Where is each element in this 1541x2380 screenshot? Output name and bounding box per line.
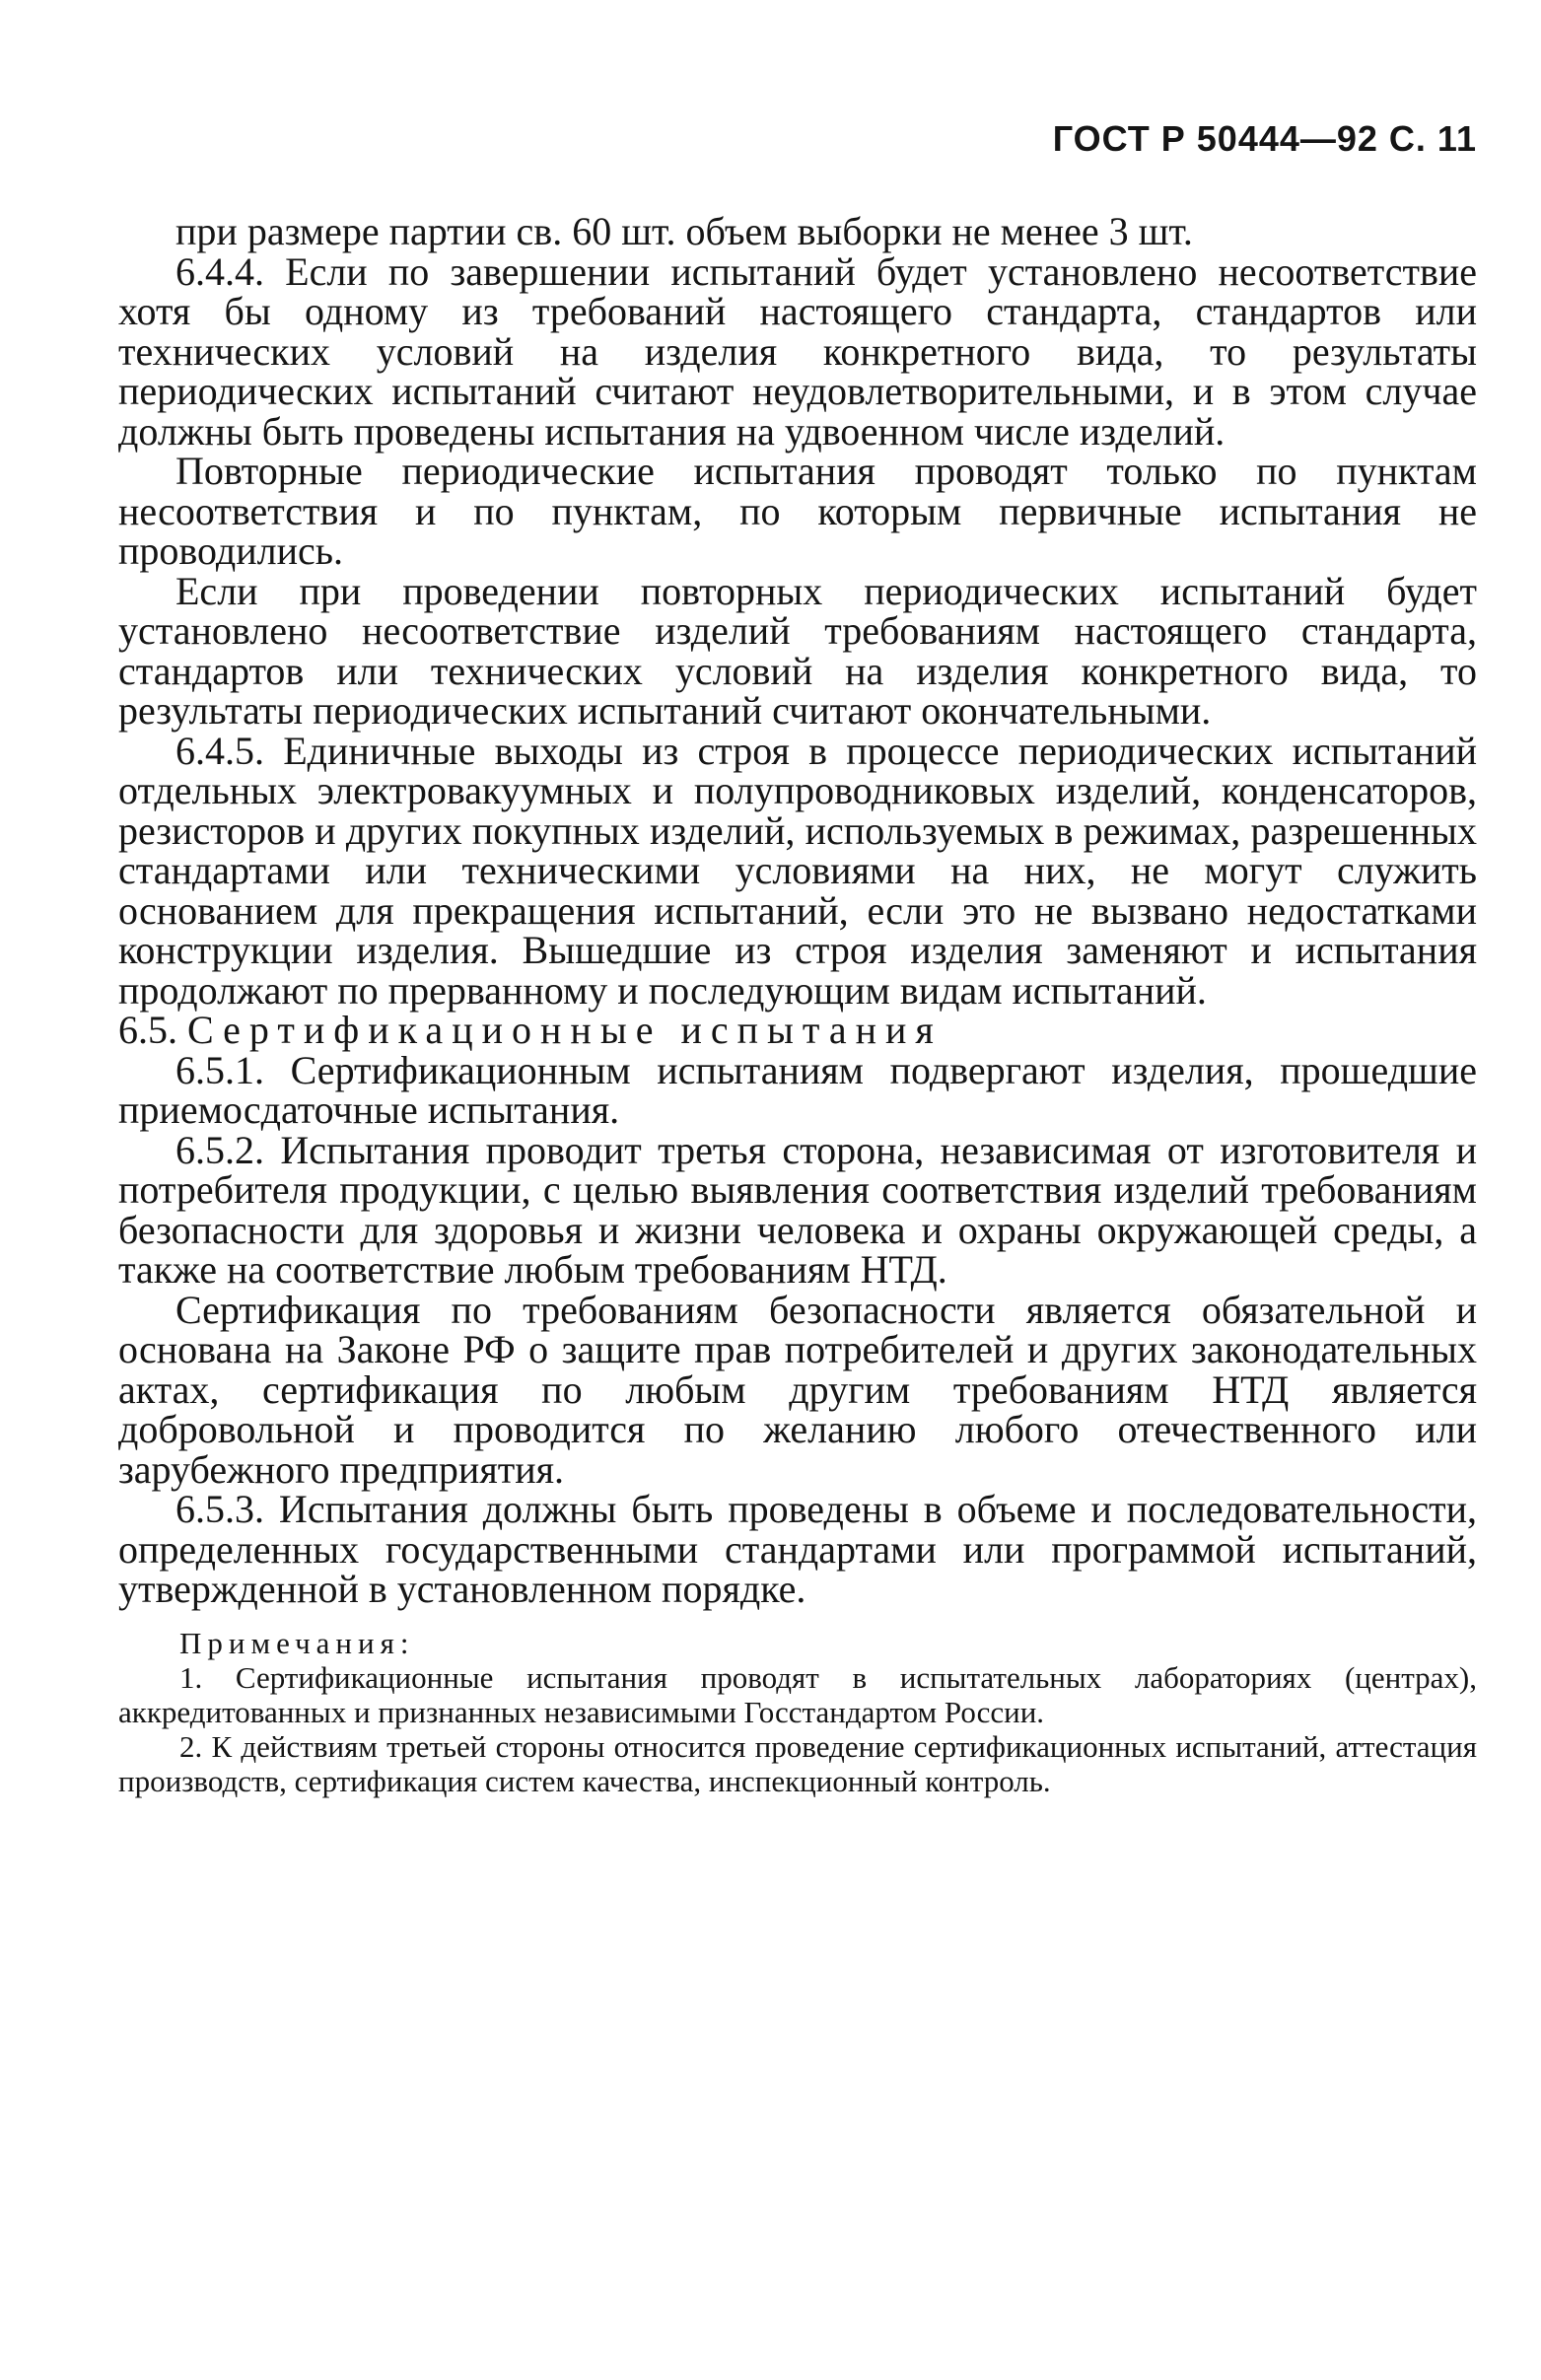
paragraph-final-results: Если при проведении повторных периодических испытаний будет установлено несоответствие изделий требованиям настоящего стандарта, стандартов или технических условий на изделия конкретного вида, то результаты периодических испытаний считают окончательными. [118,568,1477,733]
paragraph-6-5-1: 6.5.1. Сертификационным испытаниям подвергают изделия, прошедшие приемосдаточные испытания. [118,1047,1477,1132]
paragraph-certification: Сертификация по требованиям безопасности является обязательной и основана на Законе РФ о защите прав потребителей и других законодательных актах, сертификация по любым другим требованиям НТД является добровольной и проводится по желанию любого отечественного или зарубежного предприятия. [118,1287,1477,1492]
note-2: 2. К действиям третьей стороны относится проведение сертификационных испытаний, аттестация производств, сертификация систем качества, инспекционный контроль. [118,1728,1477,1798]
page-header: ГОСТ Р 50444—92 С. 11 [1052,118,1477,159]
document-body [118,209,1477,1798]
notes-title: Примечания: [179,1625,415,1660]
paragraph-6-4-5: 6.4.5. Единичные выходы из строя в процессе периодических испытаний отдельных электровакуумных и полупроводниковых изделий, конденсаторов, резисторов и других покупных изделий, используемых в режимах, разрешенных стандартами или техническими условиями на них, не могут служить основанием для прекращения испытаний, если это не вызвано недостатками конструкции изделия. Вышедшие из строя изделия заменяют и испытания продолжают по прерванному и последующим видам испытаний. [118,728,1477,1013]
notes-block [118,1626,1477,1798]
section-heading-number: 6.5. [118,1008,177,1052]
note-1: 1. Сертификационные испытания проводят в испытательных лабораториях (центрах), аккредитованных и признанных независимыми Госстандартом России. [118,1659,1477,1729]
section-heading-6-5 [118,1008,1477,1052]
paragraph-6-5-2: 6.5.2. Испытания проводит третья сторона, независимая от изготовителя и потребителя продукции, с целью выявления соответствия изделий требованиям безопасности для здоровья и жизни человека и охраны окружающей среды, а также на соответствие любым требованиям НТД. [118,1127,1477,1292]
section-heading-text: Сертификационные испытания [187,1008,943,1052]
paragraph-continuation: при размере партии св. 60 шт. объем выборки не менее 3 шт. [175,209,1193,253]
paragraph-repeat-tests: Повторные периодические испытания проводят только по пунктам несоответствия и по пунктам, по которым первичные испытания не проводились. [118,449,1477,573]
paragraph-6-5-3: 6.5.3. Испытания должны быть проведены в объеме и последовательности, определенных государственными стандартами или программой испытаний, утвержденной в установленном порядке. [118,1487,1477,1611]
paragraph-6-4-4: 6.4.4. Если по завершении испытаний будет установлено несоответствие хотя бы одному из требований настоящего стандарта, стандартов или технических условий на изделия конкретного вида, то результаты периодических испытаний считают неудовлетворительными, и в этом случае должны быть проведены испытания на удвоенном числе изделий. [118,248,1477,454]
